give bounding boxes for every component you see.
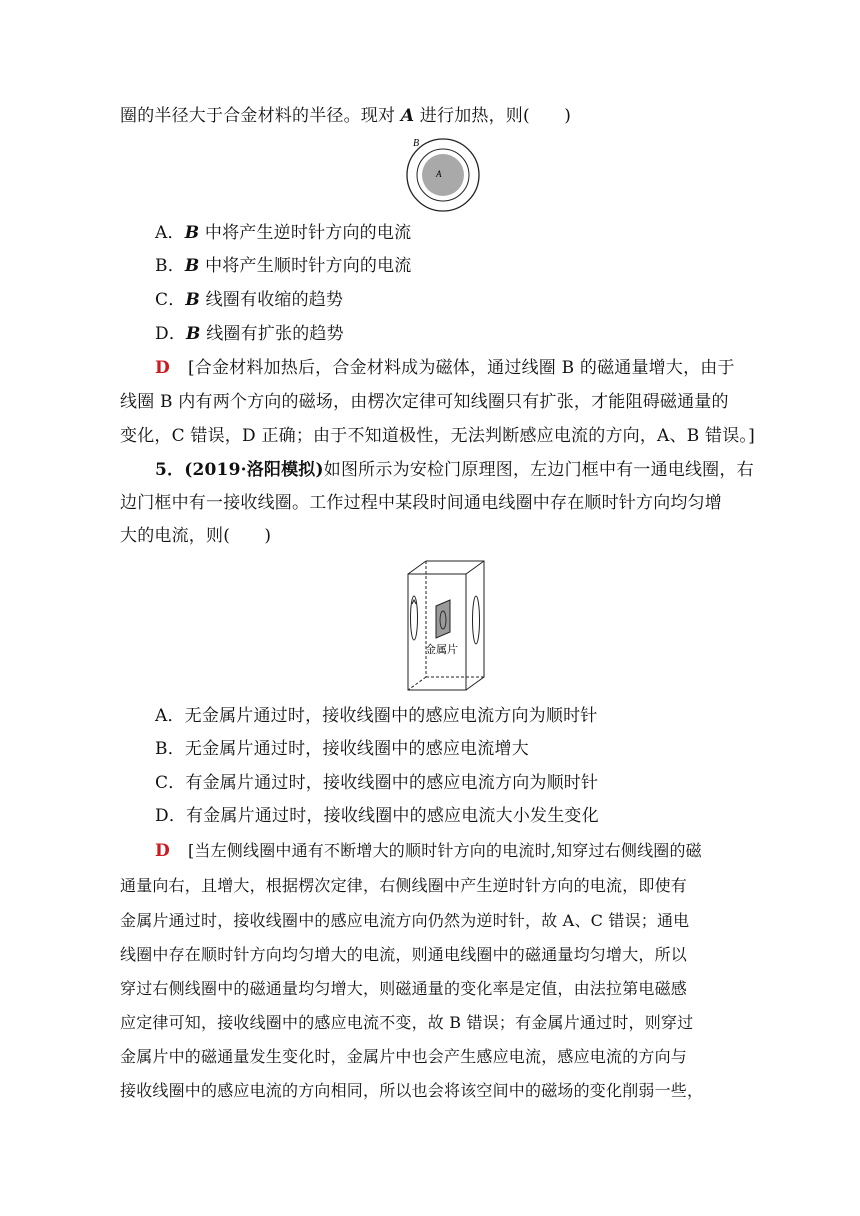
q5-option-b: B．无金属片通过时，接收线圈中的感应电流增大 — [155, 739, 529, 759]
q5-explanation-line-6: 应定律可知，接收线圈中的感应电流不变，故 B 错误；有金属片通过时，则穿过 — [120, 1013, 694, 1032]
gate-back-frame — [426, 561, 484, 690]
q5-explanation-line-5: 穿过右侧线圈中的磁通量均匀增大，则磁通量的变化率是定值，由法拉第电磁感 — [120, 979, 688, 998]
q4-option-b: B．B 中将产生顺时针方向的电流 — [155, 256, 412, 276]
q4-option-d: D．B 线圈有扩张的趋势 — [155, 324, 344, 344]
label-b: B — [413, 138, 420, 149]
q5-stem-line-1: 5．(2019·洛阳模拟)如图所示为安检门原理图，左边门框中有一通电线圈，右 — [155, 460, 754, 480]
q5-number: 5． — [155, 460, 185, 480]
q5-option-c: C．有金属片通过时，接收线圈中的感应电流方向为顺时针 — [155, 773, 599, 793]
q4-option-c: C．B 线圈有收缩的趋势 — [155, 290, 344, 310]
gate-top-left-edge — [408, 561, 426, 574]
q5-explanation-line-4: 线圈中存在顺时针方向均匀增大的电流，则通电线圈中的磁通量均匀增大，所以 — [120, 945, 688, 964]
q5-stem-line-2: 边门框中有一接收线圈。工作过程中某段时间通电线圈中存在顺时针方向均匀增 — [120, 493, 722, 513]
label-a: A — [436, 169, 442, 179]
q5-security-gate-figure — [400, 558, 492, 694]
q4-option-a: A．B 中将产生逆时针方向的电流 — [155, 223, 412, 243]
gate-hidden-edge-diagonal — [408, 677, 426, 690]
q5-explanation-line-3: 金属片通过时，接收线圈中的感应电流方向仍然为逆时针，故 A、C 错误；通电 — [120, 911, 690, 930]
left-coil-arrow-icon — [412, 600, 416, 604]
q5-option-d: D．有金属片通过时，接收线圈中的感应电流大小发生变化 — [155, 806, 599, 826]
q4-explanation-line-2: 线圈 B 内有两个方向的磁场，由楞次定律可知线圈只有扩张，才能阻碍磁通量的 — [120, 392, 729, 412]
q4-explanation-line-1: D [合金材料加热后，合金材料成为磁体，通过线圈 B 的磁通量增大，由于 — [155, 358, 735, 378]
metal-plate — [436, 600, 450, 638]
q5-explanation-line-1: D [当左侧线圈中通有不断增大的顺时针方向的电流时,知穿过右侧线圈的磁 — [155, 841, 702, 861]
left-energized-coil — [411, 596, 418, 640]
q4-stem: 圈的半径大于合金材料的半径。现对 A 进行加热，则( ) — [120, 106, 572, 126]
q5-option-a: A．无金属片通过时，接收线圈中的感应电流方向为顺时针 — [155, 706, 598, 726]
q5-stem-line-3: 大的电流，则( ) — [120, 526, 272, 546]
right-receiving-coil — [473, 596, 480, 644]
q4-coil-figure — [400, 134, 486, 216]
q5-source: (2019·洛阳模拟) — [184, 460, 324, 480]
q5-explanation-line-2: 通量向右，且增大，根据楞次定律，右侧线圈中产生逆时针方向的电流，即使有 — [120, 876, 688, 895]
alloy-a-disk — [422, 154, 464, 196]
q4-explanation-line-3: 变化，C 错误，D 正确；由于不知道极性，无法判断感应电流的方向，A、B 错误。] — [120, 426, 755, 446]
q5-explanation-line-7: 金属片中的磁通量发生变化时，金属片中也会产生感应电流，感应电流的方向与 — [120, 1047, 688, 1066]
gate-top-right-edge — [466, 561, 484, 574]
q5-explanation-line-8: 接收线圈中的感应电流的方向相同，所以也会将该空间中的磁场的变化削弱一些， — [120, 1081, 704, 1100]
metal-plate-label: 金属片 — [425, 643, 458, 656]
q4-answer: D — [155, 358, 170, 378]
q5-answer: D — [155, 841, 170, 861]
